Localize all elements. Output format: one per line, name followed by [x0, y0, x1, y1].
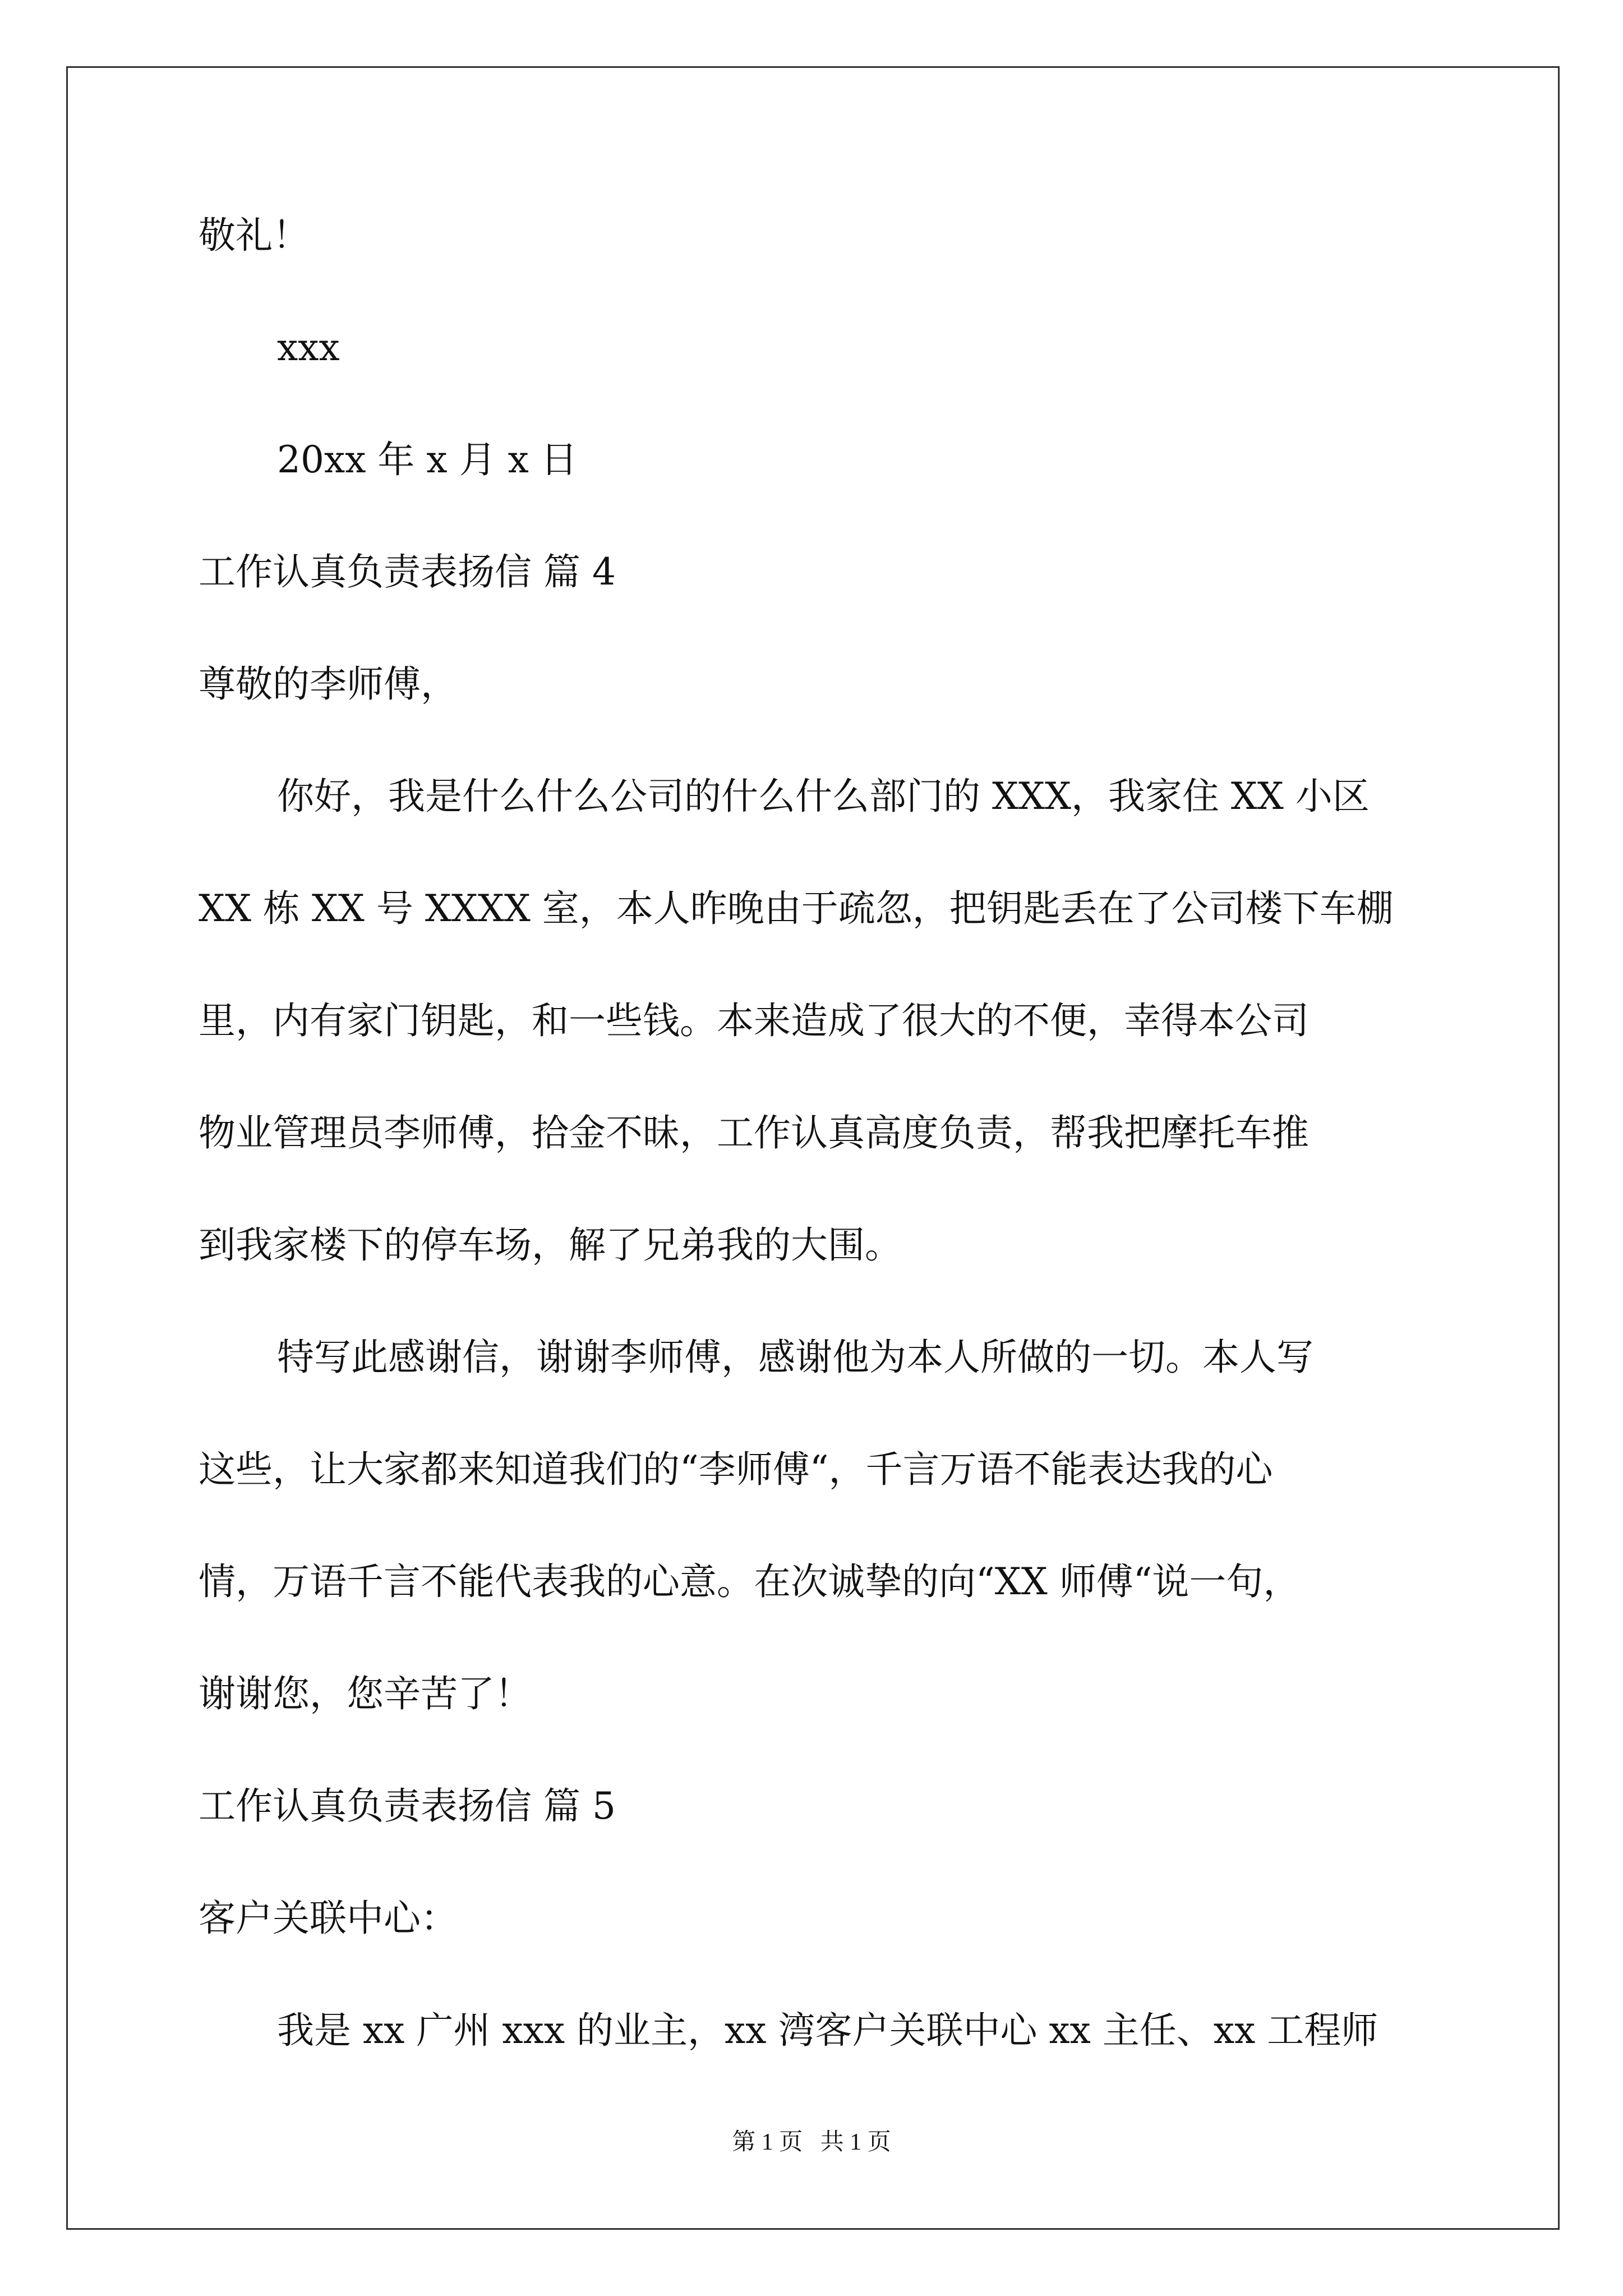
paragraph-line: 谢谢您，您辛苦了！	[199, 1672, 532, 1715]
paragraph-line: 里，内有家门钥匙，和一些钱。本来造成了很大的不便，幸得本公司	[199, 999, 1309, 1042]
salutation: 客户关联中心：	[199, 1897, 458, 1940]
page-number-footer: 第 1 页 共 1 页	[732, 2129, 891, 2155]
paragraph-line: 我是 xx 广州 xxx 的业主，xx 湾客户关联中心 xx 主任、xx 工程师	[277, 2009, 1378, 2052]
salutation: 尊敬的李师傅，	[199, 662, 458, 706]
section-heading-4: 工作认真负责表扬信 篇 4	[199, 550, 616, 593]
signature-name: xxx	[277, 326, 340, 369]
paragraph-line: 到我家楼下的停车场，解了兄弟我的大围。	[199, 1223, 902, 1267]
paragraph-line: 物业管理员李师傅，拾金不昧，工作认真高度负责，帮我把摩托车推	[199, 1111, 1309, 1154]
document-body	[199, 208, 1438, 2059]
paragraph-line: 情，万语千言不能代表我的心意。在次诚挚的向“XX 师傅“说一句，	[199, 1560, 1301, 1603]
closing-salute: 敬礼！	[199, 214, 310, 257]
paragraph-line: XX 栋 XX 号 XXXX 室，本人昨晚由于疏忽，把钥匙丢在了公司楼下车棚	[199, 887, 1394, 930]
signature-date: 20xx 年 x 月 x 日	[277, 438, 578, 481]
paragraph-line: 特写此感谢信，谢谢李师傅，感谢他为本人所做的一切。本人写	[277, 1336, 1313, 1379]
section-heading-5: 工作认真负责表扬信 篇 5	[199, 1784, 616, 1828]
paragraph-line: 这些，让大家都来知道我们的“李师傅“，千言万语不能表达我的心	[199, 1448, 1273, 1491]
paragraph-line: 你好，我是什么什么公司的什么什么部门的 XXX，我家住 XX 小区	[277, 775, 1370, 818]
